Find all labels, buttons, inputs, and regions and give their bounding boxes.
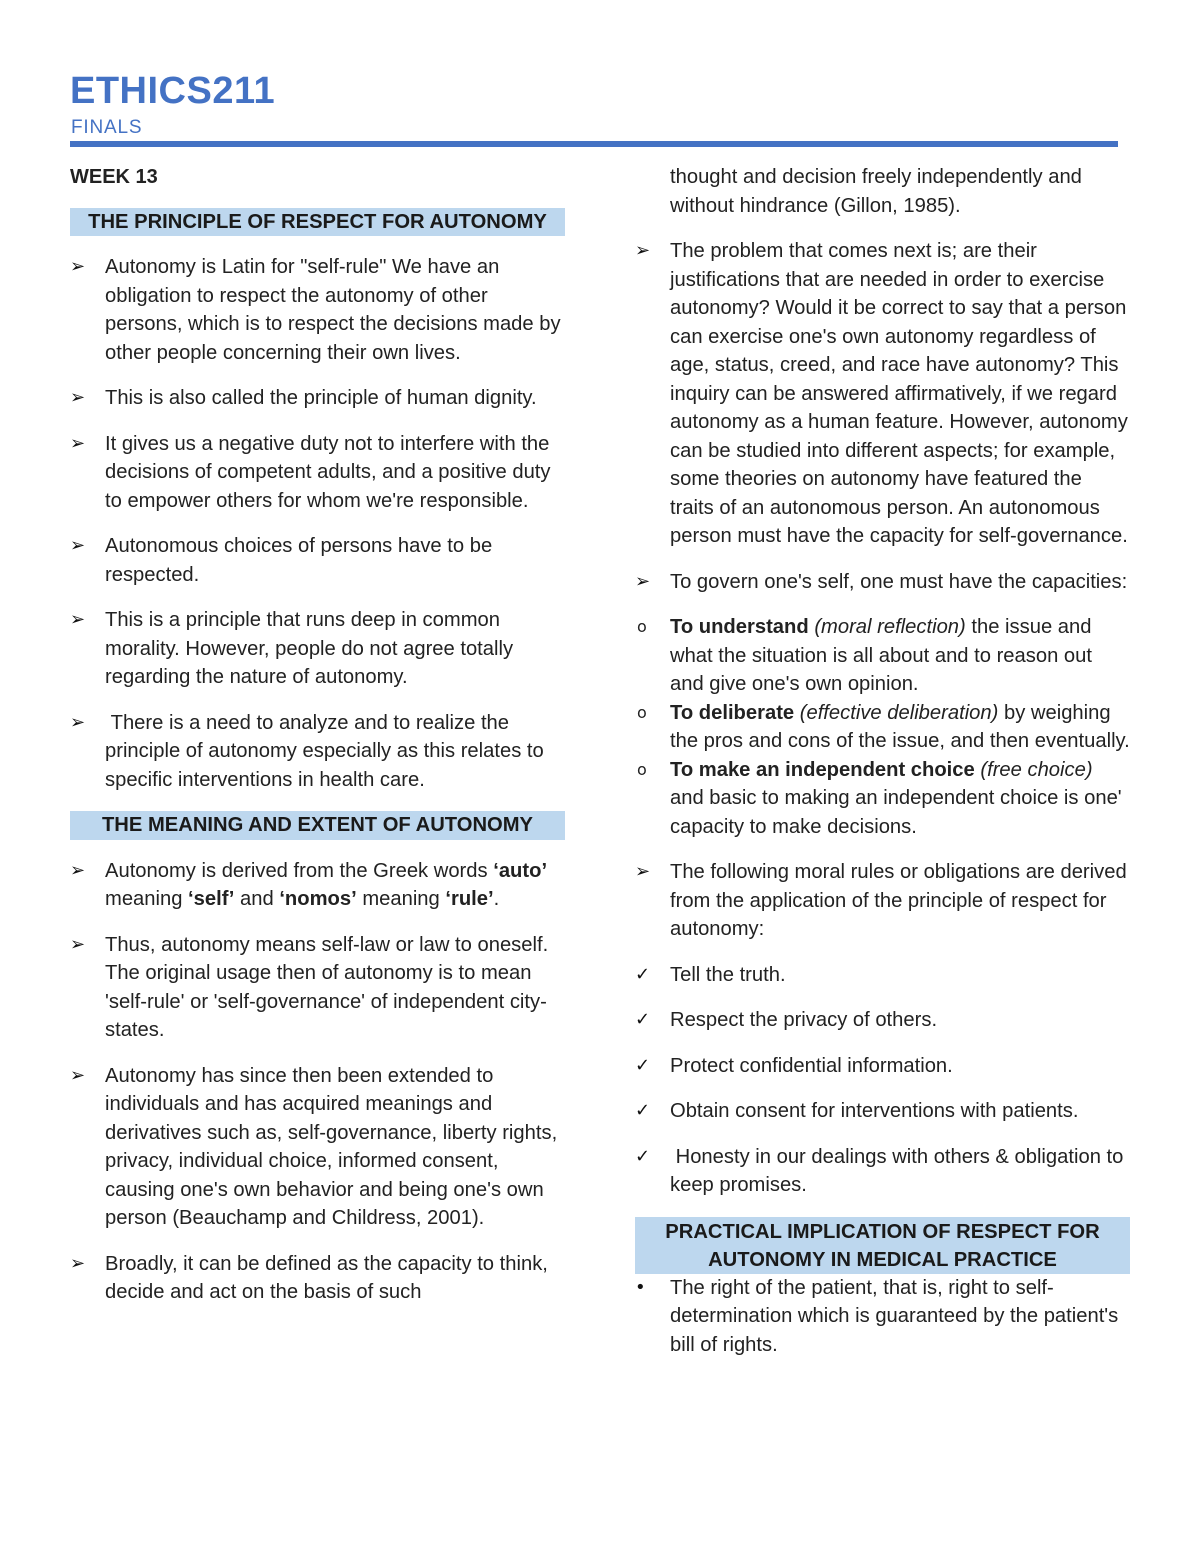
list-item: ➢ The following moral rules or obligations are derived from the application of the principle of respect for autonomy: — [635, 858, 1130, 944]
circle-bullet-icon: o — [637, 617, 647, 636]
list-item: ➢ Broadly, it can be defined as the capacity to think, decide and act on the basis of such — [70, 1250, 565, 1307]
document-title: ETHICS211 — [70, 70, 276, 112]
list-item: ➢ To govern one's self, one must have the capacities: — [635, 568, 1130, 597]
capacity-item: o To make an independent choice (free choice) and basic to making an independent choice is one' capacity to make decisions. — [635, 756, 1130, 842]
check-icon: ✓ — [635, 963, 651, 985]
circle-bullet-icon: o — [637, 702, 647, 722]
arrow-bullet-icon: ➢ — [70, 1064, 86, 1086]
list-item: ➢ Autonomy has since then been extended to individuals and has acquired meanings and derivatives such as, self-governance, liberty rights, privacy, individual choice, informed consent, causing one's own behavior and being one's own person (Beauchamp and Childress, 2001). — [70, 1062, 565, 1233]
rule-item: ✓ Obtain consent for interventions with patients. — [635, 1097, 1130, 1126]
list-item: ➢ Autonomy is Latin for "self-rule" We have an obligation to respect the autonomy of other persons, which is to respect the decisions made by other people concerning their own lives. — [70, 253, 565, 367]
greek-term-self: ‘self’ — [188, 888, 235, 910]
greek-term-auto: ‘auto’ — [493, 859, 548, 882]
arrow-bullet-icon: ➢ — [70, 387, 86, 408]
dot-bullet-icon: • — [635, 1276, 646, 1298]
arrow-bullet-icon: ➢ — [70, 256, 86, 277]
rule-item: ✓ Protect confidential information. — [635, 1052, 1130, 1081]
list-item: • The right of the patient, that is, right to self-determination which is guaranteed by the patient's bill of rights. — [635, 1274, 1130, 1360]
list-item: ➢ Autonomy is derived from the Greek words ‘auto’ meaning ‘self’ and ‘nomos’ meaning ‘rule’. — [70, 857, 565, 914]
arrow-bullet-icon: ➢ — [635, 240, 651, 261]
list-item: ➢ Thus, autonomy means self-law or law to oneself. The original usage then of autonomy is to mean 'self-rule' or 'self-governance' of independent city-states. — [70, 931, 565, 1045]
continued-paragraph: thought and decision freely independently and without hindrance (Gillon, 1985). — [670, 166, 1082, 217]
rule-item: ✓ Tell the truth. — [635, 961, 1130, 990]
capacity-item: o To understand (moral reflection) the issue and what the situation is all about and to reason out and give one's own opinion. — [635, 613, 1130, 699]
circle-bullet-icon: o — [637, 759, 647, 779]
list-item: ➢ There is a need to analyze and to realize the principle of autonomy especially as this relates to specific interventions in health care. — [70, 709, 565, 795]
list-item: ➢ Autonomous choices of persons have to be respected. — [70, 532, 565, 589]
section-heading-principle: THE PRINCIPLE OF RESPECT FOR AUTONOMY — [70, 208, 565, 237]
right-column — [635, 163, 1130, 1376]
week-label: WEEK 13 — [70, 166, 158, 188]
left-column — [70, 163, 565, 1324]
rule-item: ✓ Honesty in our dealings with others & obligation to keep promises. — [635, 1143, 1130, 1200]
arrow-bullet-icon: ➢ — [70, 432, 86, 454]
greek-term-nomos: ‘nomos’ — [279, 888, 357, 910]
rule-item: ✓ Respect the privacy of others. — [635, 1006, 1130, 1035]
arrow-bullet-icon: ➢ — [70, 1252, 86, 1274]
arrow-bullet-icon: ➢ — [70, 535, 86, 556]
arrow-bullet-icon: ➢ — [70, 609, 86, 630]
document-subtitle: FINALS — [71, 117, 143, 138]
capacity-item: o To deliberate (effective deliberation) by weighing the pros and cons of the issue, and then eventually. — [635, 699, 1130, 756]
list-item: ➢ The problem that comes next is; are their justifications that are needed in order to exercise autonomy? Would it be correct to say that a person can exercise one's own autonomy regardless of age, status, creed, and race have autonomy? This inquiry can be answered affirmatively, if we regard autonomy as a human feature. However, autonomy can be studied into different aspects; for example, some theories on autonomy have featured the traits of an autonomous person. An autonomous person must have the capacity for self-governance. — [635, 237, 1130, 551]
list-item: ➢ This is also called the principle of human dignity. — [70, 384, 565, 413]
check-icon: ✓ — [635, 1145, 651, 1167]
section-heading-meaning: THE MEANING AND EXTENT OF AUTONOMY — [70, 811, 565, 840]
arrow-bullet-icon: ➢ — [635, 861, 651, 882]
check-icon: ✓ — [635, 1054, 651, 1076]
arrow-bullet-icon: ➢ — [70, 933, 86, 955]
arrow-bullet-icon: ➢ — [635, 570, 651, 592]
check-icon: ✓ — [635, 1100, 651, 1121]
list-item: ➢ It gives us a negative duty not to interfere with the decisions of competent adults, and a positive duty to empower others for whom we're responsible. — [70, 430, 565, 516]
check-icon: ✓ — [635, 1009, 651, 1030]
list-item: ➢ This is a principle that runs deep in common morality. However, people do not agree totally regarding the nature of autonomy. — [70, 606, 565, 692]
arrow-bullet-icon: ➢ — [70, 711, 86, 733]
section-heading-practical: PRACTICAL IMPLICATION OF RESPECT FOR AUTONOMY IN MEDICAL PRACTICE — [635, 1217, 1130, 1274]
greek-term-rule: ‘rule’ — [445, 888, 494, 910]
arrow-bullet-icon: ➢ — [70, 859, 86, 881]
header-divider — [70, 141, 1118, 147]
